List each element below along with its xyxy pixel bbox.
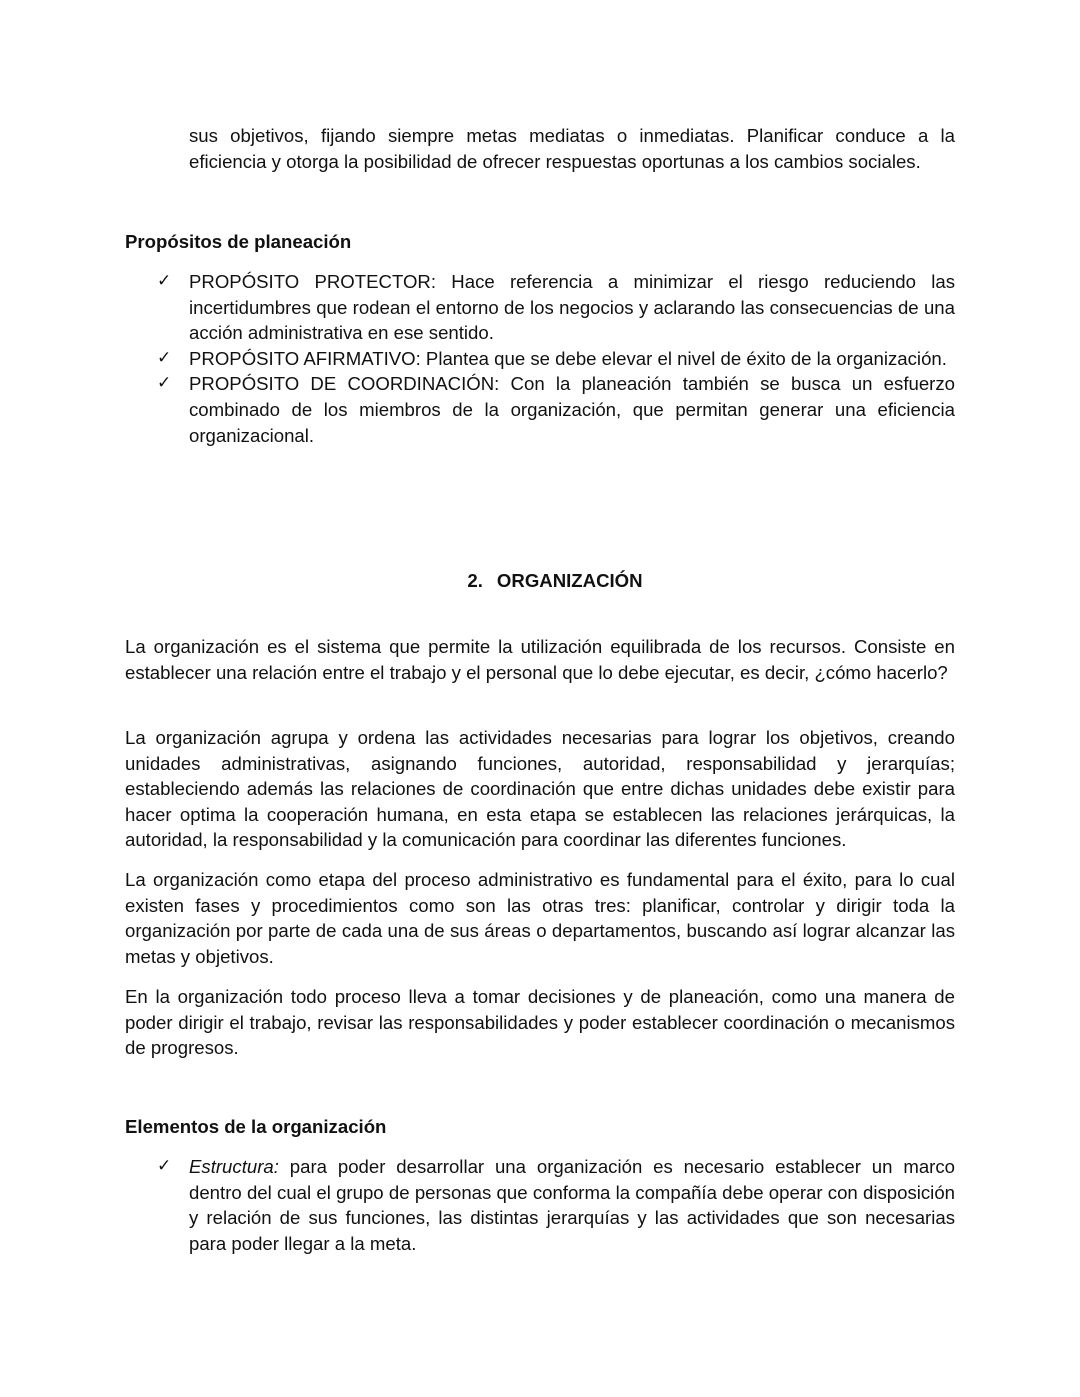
propositos-heading: Propósitos de planeación — [125, 231, 352, 252]
list-item-protector — [157, 269, 955, 346]
section-title-text: ORGANIZACIÓN — [496, 570, 643, 591]
section-title — [0, 568, 1080, 594]
list-item-text: PROPÓSITO DE COORDINACIÓN: Con la planeación también se busca un esfuerzo combinado de los miembros de la organización, que permitan generar una eficiencia organizacional. — [189, 373, 955, 446]
elementos-heading: Elementos de la organización — [125, 1116, 387, 1137]
checkmark-icon: ✓ — [157, 373, 172, 394]
list-item-text: PROPÓSITO PROTECTOR: Hace referencia a minimizar el riesgo reduciendo las incertidumbres que rodean el entorno de los negocios y aclarando las consecuencias de una acción administrativa en ese sentido. — [189, 271, 955, 344]
list-item-text: para poder desarrollar una organización es necesario establecer un marco dentro del cual el grupo de personas que conforma la compañía debe operar con disposición y relación de sus funciones, las distintas jerarquías y las actividades que son necesarias para poder llegar a la meta. — [189, 1156, 955, 1254]
checkmark-icon: ✓ — [157, 347, 172, 368]
list-item-coordinacion — [157, 371, 955, 448]
checkmark-icon: ✓ — [157, 271, 172, 291]
paragraph-2: La organización agrupa y ordena las actividades necesarias para lograr los objetivos, creando unidades administrativas, asignando funciones, autoridad, responsabilidad y jerarquías; estableciendo además las relaciones de coordinación que entre dichas unidades debe existir para hacer optima la cooperación humana, en esta etapa se establecen las relaciones jerárquicas, la autoridad, la responsabilidad y la comunicación para coordinar las diferentes funciones. — [125, 727, 955, 851]
list-item-afirmativo — [157, 346, 955, 372]
intro-paragraph: sus objetivos, fijando siempre metas mediatas o inmediatas. Planificar conduce a la eficiencia y otorga la posibilidad de ofrecer respuestas oportunas a los cambios sociales. — [189, 125, 955, 172]
paragraph-1: La organización es el sistema que permite la utilización equilibrada de los recursos. Consiste en establecer una relación entre el trabajo y el personal que lo debe ejecutar, es decir, ¿cómo hacerlo? — [125, 636, 955, 683]
propositos-list — [157, 269, 955, 448]
paragraph-3: La organización como etapa del proceso administrativo es fundamental para el éxito, para lo cual existen fases y procedimientos como son las otras tres: planificar, controlar y dirigir toda la organización por parte de cada una de sus áreas o departamentos, buscando así lograr alcanzar las metas y objetivos. — [125, 869, 955, 967]
checkmark-icon: ✓ — [157, 1156, 172, 1176]
section-number: 2. — [467, 570, 483, 591]
list-item-estructura — [157, 1154, 955, 1256]
elementos-list — [157, 1154, 955, 1256]
paragraph-4: En la organización todo proceso lleva a tomar decisiones y de planeación, como una manera de poder dirigir el trabajo, revisar las responsabilidades y poder establecer coordinación o mecanismos de progresos. — [125, 986, 955, 1059]
list-item-text: PROPÓSITO AFIRMATIVO: Plantea que se debe elevar el nivel de éxito de la organización. — [189, 347, 947, 369]
list-item-term: Estructura: — [189, 1156, 279, 1177]
